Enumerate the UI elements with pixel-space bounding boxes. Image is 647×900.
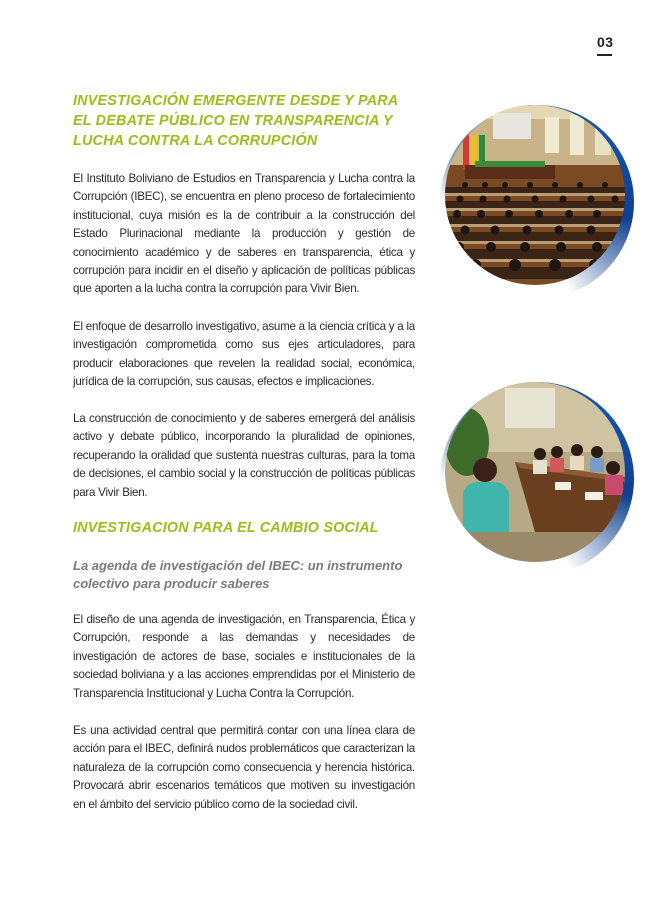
meeting-photo [445, 382, 625, 562]
section-heading-investigacion-emergente: INVESTIGACIÓN EMERGENTE DESDE Y PARA EL DEBATE PÚBLICO EN TRANSPARENCIA Y LUCHA CONTRA LA CORRUPCIÓN [73, 93, 398, 149]
page-number: 03 [597, 34, 614, 50]
paragraph-construccion: La construcción de conocimiento y de saberes emergerá del análisis activo y debate público, incorporando la pluralidad de opiniones, recuperando la oralidad que sustenta nuestras culturas, para la toma de decisiones, el cambio social y la construcción de políticas públicas para Vivir Bien. [73, 412, 415, 499]
paragraph-ibec-mission: El Instituto Boliviano de Estudios en Transparencia y Lucha contra la Corrupción (IBEC), se encuentra en pleno proceso de fortalecimiento institucional, cuya misión es la de contribuir a la construcción del Estado Plurinacional mediante la producción y gestión de conocimiento académico y de saberes en transparencia, ética y corrupción para incidir en el diseño y aplicación de políticas públicas que aporten a la lucha contra la corrupción para Vivir Bien. [73, 172, 415, 296]
page-number-rule [597, 54, 612, 56]
paragraph-actividad-central: Es una actividad central que permitirá contar con una línea clara de acción para el IBEC, definirá nudos problemáticos que caracterizan la naturaleza de la corrupción como consecuencia y herencia histórica. Provocará abrir escenarios temáticos que motiven su investigación en el ámbito del servicio público como de la sociedad civil. [73, 724, 415, 811]
section-heading-cambio-social: INVESTIGACION PARA EL CAMBIO SOCIAL [73, 520, 379, 536]
auditorium-photo [445, 105, 625, 285]
paragraph-enfoque: El enfoque de desarrollo investigativo, asume a la ciencia crítica y a la investigación comprometida como sus ejes articuladores, para producir elaboraciones que revelen la realidad social, económica, jurídica de la corrupción, sus causas, efectos e implicaciones. [73, 320, 415, 389]
subheading-agenda: La agenda de investigación del IBEC: un instrumento colectivo para producir saberes [73, 558, 403, 591]
paragraph-diseno-agenda: El diseño de una agenda de investigación, en Transparencia, Ética y Corrupción, responde a las demandas y necesidades de investigación de actores de base, sociales e institucionales de la sociedad boliviana y a las acciones emprendidas por el Ministerio de Transparencia Institucional y Lucha Contra la Corrupción. [73, 613, 415, 700]
